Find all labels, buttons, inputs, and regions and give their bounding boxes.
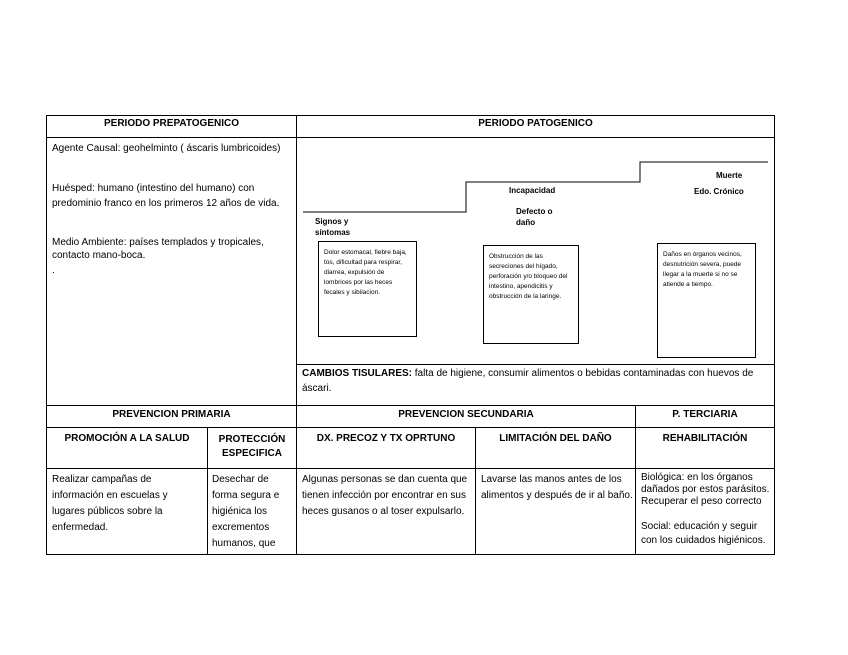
huesped: Huésped: humano (intestino del humano) con predominio franco en los primeros 12 años de vida. [52,183,280,209]
subheader-promocion: PROMOCIÓN A LA SALUD [64,433,190,444]
cambios-tisulares [302,366,772,396]
rehab-biologica: Biológica: en los órganos dañados por estos parásitos. Recuperar el peso correcto [641,472,770,507]
agente-causal: Agente Causal: geohelminto ( áscaris lumbricoides) [52,143,281,154]
subheader-limitacion: LIMITACIÓN DEL DAÑO [499,433,612,444]
box-incapacidad: Obstrucción de las secreciones del hígado, perforación y/o bloqueo del intestino, apendicitis y obstrucción de la laringe. [483,245,579,344]
header-prevencion-terciaria: P. TERCIARIA [672,409,738,420]
header-prepatogenico: PERIODO PREPATOGENICO [103,118,240,129]
medio-ambiente: Medio Ambiente: países templados y tropicales, contacto mano-boca. [52,237,264,261]
header-prevencion-primaria: PREVENCION PRIMARIA [112,409,231,420]
subheader-proteccion: PROTECCIÓN ESPECIFICA [218,434,286,459]
limitacion-text: Lavarse las manos antes de los alimentos y después de ir al baño. [481,474,633,501]
cambios-label: CAMBIOS TISULARES: [302,368,412,379]
proteccion-text: Desechar de forma segura e higiénica los excrementos humanos, que [212,474,280,549]
dx-text: Algunas personas se dan cuenta que tienen infección por encontrar en sus heces gusanos o al toser expulsarlo. [302,474,468,517]
label-incapacidad: Incapacidad [509,186,556,195]
label-cronico: Edo. Crónico [694,187,744,196]
header-patogenico: PERIODO PATOGENICO [478,118,593,129]
subheader-rehabilitacion: REHABILITACIÓN [662,433,748,444]
cambios-text: falta de higiene, consumir alimentos o bebidas contaminadas con huevos de áscari. [302,368,754,394]
label-defecto: Defecto o daño [516,207,553,227]
label-signos: Signos y síntomas [315,217,351,237]
label-muerte: Muerte [716,171,743,180]
subheader-dx: DX. PRECOZ Y TX OPRTUNO [316,433,456,444]
dot: . [52,265,55,276]
box-signos: Dolor estomacal, fiebre baja, tos, dificultad para respirar, diarrea, expulsión de lombrices por las heces fecales y sibilacion. [318,241,417,337]
rehab-social: Social: educación y seguir con los cuidados higiénicos. [641,521,766,546]
promocion-text: Realizar campañas de información en escuelas y lugares públicos sobre la enfermedad. [52,474,168,533]
header-prevencion-secundaria: PREVENCION SECUNDARIA [398,409,534,420]
box-muerte: Daños en órganos vecinos, desnutrición severa, puede llegar a la muerte si no se atiende a tiempo. [657,243,756,358]
